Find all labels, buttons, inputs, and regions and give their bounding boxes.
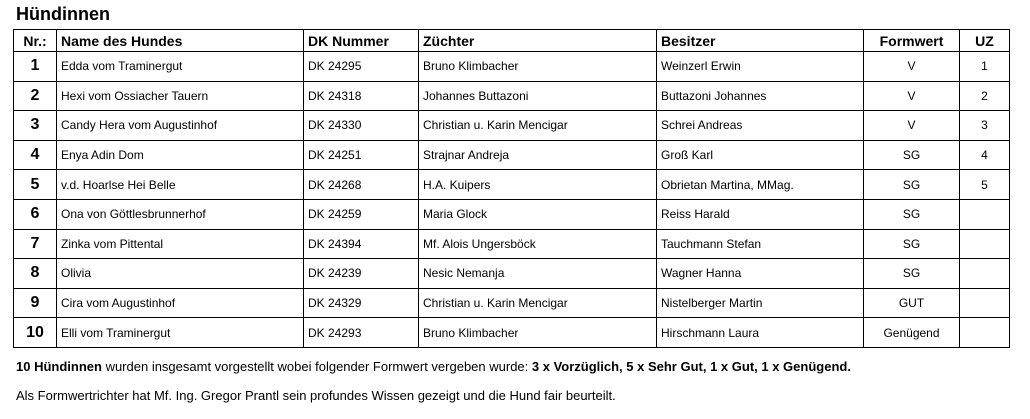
cell-besitzer: Reiss Harald: [657, 199, 864, 229]
cell-name: Ona von Göttlesbrunnerhof: [57, 199, 304, 229]
cell-formwert: Genügend: [864, 318, 960, 348]
cell-zuechter: Christian u. Karin Mencigar: [419, 288, 657, 318]
cell-besitzer: Tauchmann Stefan: [657, 229, 864, 259]
page-title: Hündinnen: [16, 4, 110, 24]
table-row: [14, 140, 1010, 170]
cell-formwert: SG: [864, 170, 960, 200]
cell-uz: [960, 318, 1010, 348]
cell-zuechter: Bruno Klimbacher: [419, 52, 657, 82]
cell-nr: 9: [14, 288, 57, 318]
cell-name: Hexi vom Ossiacher Tauern: [57, 81, 304, 111]
cell-uz: 5: [960, 170, 1010, 200]
cell-uz: 3: [960, 111, 1010, 141]
cell-zuechter: Nesic Nemanja: [419, 259, 657, 289]
header-nr: Nr.:: [14, 30, 57, 52]
header-besitzer: Besitzer: [657, 30, 864, 52]
cell-uz: [960, 259, 1010, 289]
cell-dk-nummer: DK 24330: [304, 111, 419, 141]
table-row: [14, 259, 1010, 289]
cell-uz: [960, 288, 1010, 318]
header-dk-nummer: DK Nummer: [304, 30, 419, 52]
cell-uz: [960, 199, 1010, 229]
cell-uz: 4: [960, 140, 1010, 170]
cell-zuechter: Bruno Klimbacher: [419, 318, 657, 348]
cell-dk-nummer: DK 24259: [304, 199, 419, 229]
cell-formwert: SG: [864, 259, 960, 289]
cell-formwert: SG: [864, 229, 960, 259]
cell-nr: 2: [14, 81, 57, 111]
cell-zuechter: Christian u. Karin Mencigar: [419, 111, 657, 141]
results-table: [13, 29, 1010, 348]
header-name: Name des Hundes: [57, 30, 304, 52]
cell-nr: 6: [14, 199, 57, 229]
table-row: [14, 288, 1010, 318]
table-row: [14, 199, 1010, 229]
table-row: [14, 318, 1010, 348]
cell-uz: 1: [960, 52, 1010, 82]
cell-dk-nummer: DK 24251: [304, 140, 419, 170]
cell-dk-nummer: DK 24318: [304, 81, 419, 111]
summary-ratings: 3 x Vorzüglich, 5 x Sehr Gut, 1 x Gut, 1 x Genügend.: [531, 359, 851, 374]
cell-zuechter: Maria Glock: [419, 199, 657, 229]
table-row: [14, 229, 1010, 259]
cell-formwert: SG: [864, 140, 960, 170]
cell-name: Elli vom Traminergut: [57, 318, 304, 348]
cell-formwert: GUT: [864, 288, 960, 318]
table-row: [14, 81, 1010, 111]
cell-nr: 1: [14, 52, 57, 82]
cell-nr: 3: [14, 111, 57, 141]
cell-formwert: V: [864, 81, 960, 111]
cell-formwert: V: [864, 52, 960, 82]
cell-besitzer: Wagner Hanna: [657, 259, 864, 289]
cell-besitzer: Buttazoni Johannes: [657, 81, 864, 111]
cell-besitzer: Schrei Andreas: [657, 111, 864, 141]
cell-dk-nummer: DK 24293: [304, 318, 419, 348]
cell-dk-nummer: DK 24239: [304, 259, 419, 289]
table-body: [14, 52, 1010, 348]
cell-zuechter: Mf. Alois Ungersböck: [419, 229, 657, 259]
cell-nr: 5: [14, 170, 57, 200]
cell-nr: 8: [14, 259, 57, 289]
cell-name: v.d. Hoarlse Hei Belle: [57, 170, 304, 200]
cell-name: Edda vom Traminergut: [57, 52, 304, 82]
cell-zuechter: Johannes Buttazoni: [419, 81, 657, 111]
cell-name: Olivia: [57, 259, 304, 289]
header-zuechter: Züchter: [419, 30, 657, 52]
cell-dk-nummer: DK 24295: [304, 52, 419, 82]
cell-nr: 4: [14, 140, 57, 170]
cell-besitzer: Hirschmann Laura: [657, 318, 864, 348]
cell-zuechter: H.A. Kuipers: [419, 170, 657, 200]
judge-text: Als Formwertrichter hat Mf. Ing. Gregor Prantl sein profundes Wissen gezeigt und die Hund fair beurteilt.: [16, 388, 616, 403]
header-formwert: Formwert: [864, 30, 960, 52]
cell-dk-nummer: DK 24394: [304, 229, 419, 259]
cell-uz: [960, 229, 1010, 259]
summary-middle: wurden insgesamt vorgestellt wobei folgender Formwert vergeben wurde:: [101, 359, 532, 374]
cell-besitzer: Obrietan Martina, MMag.: [657, 170, 864, 200]
table-row: [14, 170, 1010, 200]
cell-formwert: V: [864, 111, 960, 141]
cell-besitzer: Nistelberger Martin: [657, 288, 864, 318]
cell-nr: 10: [14, 318, 57, 348]
cell-nr: 7: [14, 229, 57, 259]
cell-zuechter: Strajnar Andreja: [419, 140, 657, 170]
cell-dk-nummer: DK 24329: [304, 288, 419, 318]
cell-name: Candy Hera vom Augustinhof: [57, 111, 304, 141]
cell-name: Cira vom Augustinhof: [57, 288, 304, 318]
cell-dk-nummer: DK 24268: [304, 170, 419, 200]
table-row: [14, 52, 1010, 82]
cell-besitzer: Groß Karl: [657, 140, 864, 170]
table-row: [14, 111, 1010, 141]
cell-formwert: SG: [864, 199, 960, 229]
header-uz: UZ: [960, 30, 1010, 52]
summary-text: [16, 359, 851, 374]
cell-name: Zinka vom Pittental: [57, 229, 304, 259]
summary-count: 10 Hündinnen: [16, 359, 102, 374]
cell-uz: 2: [960, 81, 1010, 111]
cell-besitzer: Weinzerl Erwin: [657, 52, 864, 82]
table-header-row: [14, 30, 1010, 52]
cell-name: Enya Adin Dom: [57, 140, 304, 170]
